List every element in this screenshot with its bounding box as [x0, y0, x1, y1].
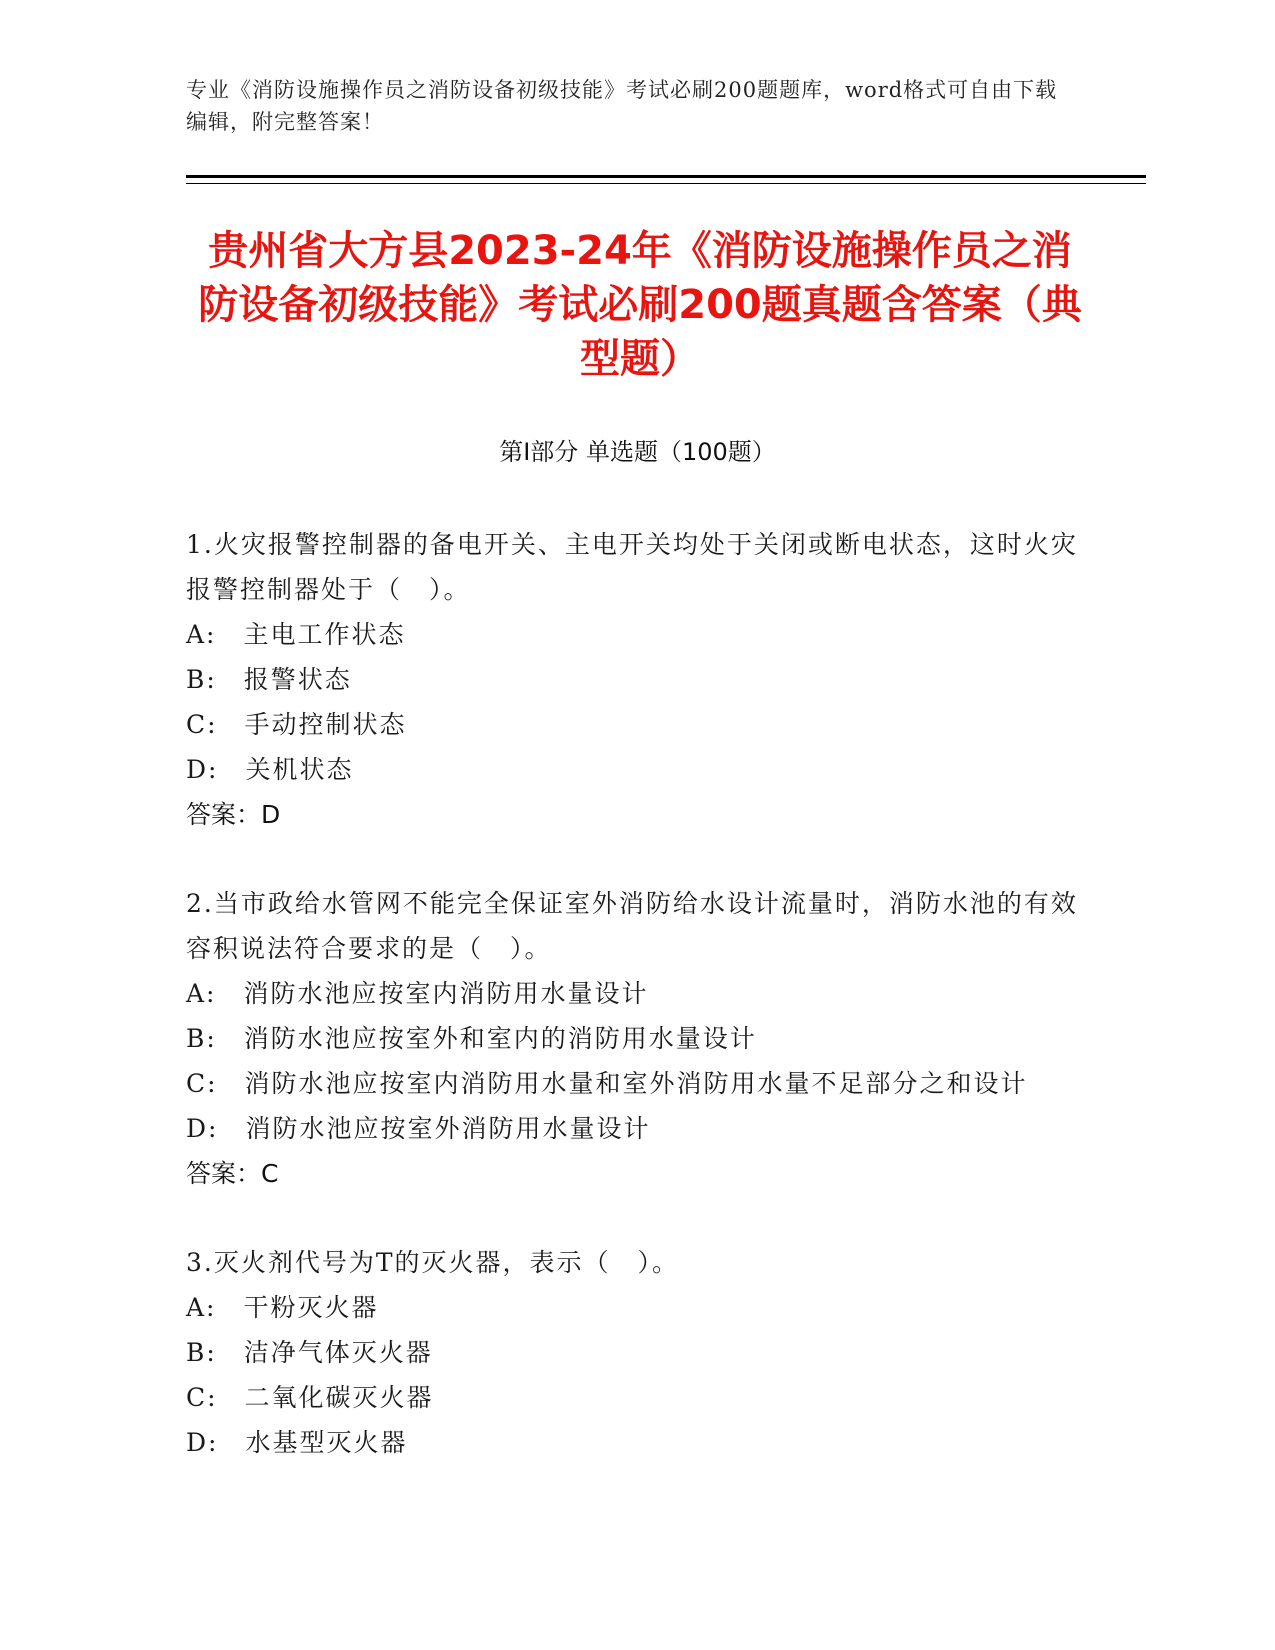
- header-note: 专业《消防设施操作员之消防设备初级技能》考试必刷200题题库，word格式可自由下载编辑，附完整答案！: [186, 78, 1058, 134]
- question-3: [186, 1240, 1086, 1465]
- answer: 答案：D: [186, 800, 281, 829]
- option-b: B: 洁净气体灭火器: [186, 1338, 433, 1367]
- answer: 答案：C: [186, 1159, 279, 1188]
- option-a: A: 消防水池应按室内消防用水量设计: [186, 979, 649, 1008]
- header-rule-thick: [186, 175, 1146, 178]
- section-title: 第Ⅰ部分 单选题（100题）: [499, 438, 776, 466]
- option-c: C: 消防水池应按室内消防用水量和室外消防用水量不足部分之和设计: [186, 1069, 1028, 1098]
- question-stem: 2.当市政给水管网不能完全保证室外消防给水设计流量时，消防水池的有效容积说法符合要求的是（ ）。: [186, 889, 1078, 963]
- option-a: A: 主电工作状态: [186, 620, 406, 649]
- question-stem: 3.灭火剂代号为T的灭火器，表示（ ）。: [186, 1248, 680, 1277]
- option-b: B: 报警状态: [186, 665, 352, 694]
- header-rule-thin: [186, 183, 1146, 184]
- question-2: [186, 881, 1086, 1196]
- option-d: D: 关机状态: [186, 755, 354, 784]
- document-title: 贵州省大方县2023-24年《消防设施操作员之消防设备初级技能》考试必刷200题真题含答案（典型题）: [198, 228, 1082, 382]
- option-b: B: 消防水池应按室外和室内的消防用水量设计: [186, 1024, 757, 1053]
- question-stem: 1.火灾报警控制器的备电开关、主电开关均处于关闭或断电状态，这时火灾报警控制器处于（ ）。: [186, 530, 1078, 604]
- question-1: [186, 522, 1086, 837]
- option-c: C: 手动控制状态: [186, 710, 407, 739]
- option-d: D: 消防水池应按室外消防用水量设计: [186, 1114, 651, 1143]
- option-c: C: 二氧化碳灭火器: [186, 1383, 434, 1412]
- option-d: D: 水基型灭火器: [186, 1428, 408, 1457]
- option-a: A: 干粉灭火器: [186, 1293, 379, 1322]
